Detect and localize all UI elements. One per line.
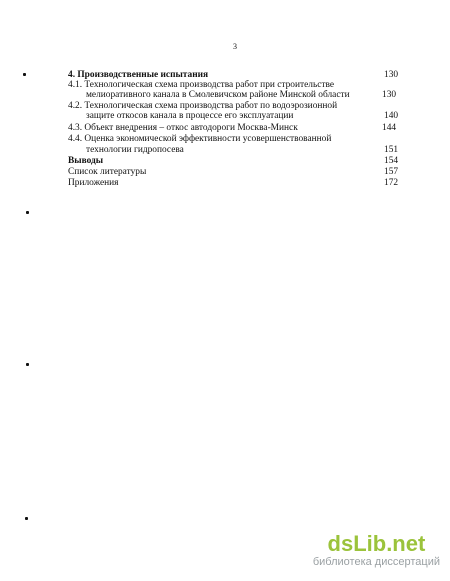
references-page: 157: [384, 167, 399, 177]
conclusions-page: 154: [384, 156, 399, 166]
margin-hole-mark: [26, 363, 29, 366]
margin-hole-mark: [26, 211, 29, 214]
section-4-3-page: 144: [382, 123, 397, 133]
section-4-1-page: 130: [382, 90, 397, 100]
section-4-2-line-2: защите откосов канала в процессе его эксплуатации: [86, 111, 294, 121]
section-4-2-page: 140: [384, 111, 399, 121]
watermark: [313, 533, 440, 568]
section-4-4-line-1: 4.4. Оценка экономической эффективности усовершенствованной: [68, 134, 332, 144]
section-4-3-line: 4.3. Объект внедрения – откос автодороги Москва-Минск: [68, 123, 298, 133]
section-4-1-line-2: мелиоративного канала в Смолевичском районе Минской области: [86, 90, 350, 100]
margin-hole-mark: [23, 73, 26, 76]
chapter-4-page: 130: [384, 70, 399, 80]
section-4-1-line-1: 4.1. Технологическая схема производства работ при строительстве: [68, 80, 335, 90]
margin-hole-mark: [25, 517, 28, 520]
page-number: 3: [233, 42, 237, 51]
section-4-2-line-1: 4.2. Технологическая схема производства работ по водоэрозионной: [68, 101, 338, 111]
watermark-logo: dsLib.net: [327, 531, 426, 556]
section-4-4-line-2: технологии гидропосева: [86, 145, 184, 155]
appendices-title: Приложения: [68, 178, 119, 188]
watermark-subtitle: библиотека диссертаций: [312, 556, 440, 568]
appendices-page: 172: [384, 178, 399, 188]
chapter-4-title: 4. Производственные испытания: [68, 70, 209, 80]
references-title: Список литературы: [68, 167, 147, 177]
conclusions-title: Выводы: [68, 156, 104, 166]
section-4-4-page: 151: [384, 145, 399, 155]
